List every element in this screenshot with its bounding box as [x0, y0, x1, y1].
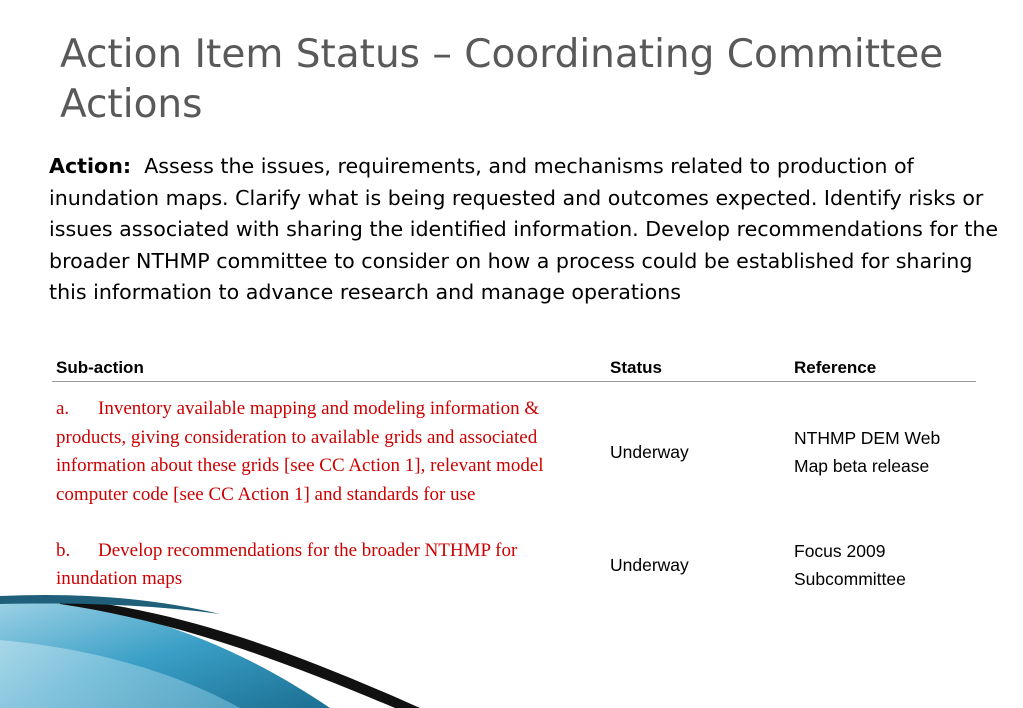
- reference-cell: NTHMP DEM Web Map beta release: [794, 428, 941, 476]
- header-status: Status: [606, 353, 790, 382]
- reference-cell: Focus 2009 Subcommittee: [794, 541, 906, 589]
- table-row: [52, 522, 976, 608]
- subaction-text: Develop recommendations for the broader NTHMP for inundation maps: [56, 539, 518, 589]
- subaction-cell: [52, 382, 606, 523]
- action-description: [49, 151, 999, 309]
- header-subaction: Sub-action: [52, 353, 606, 382]
- status-cell: Underway: [610, 442, 689, 462]
- action-label: Action:: [49, 154, 132, 178]
- subaction-label: a.: [56, 398, 70, 419]
- subaction-label: b.: [56, 539, 71, 561]
- subaction-text: Inventory available mapping and modeling information & products, giving consideration to available grids and associated information about these grids [see CC Action 1], relevant model computer code [see CC Action 1] and standards for use: [56, 398, 544, 505]
- action-text: Assess the issues, requirements, and mechanisms related to production of inundation maps. Clarify what is being requested and outcomes expected. Identify risks or issues associated with sharing the identified information. Develop recommendations for the broader NTHMP committee to consider on how a process could be established for sharing this information to advance research and manage operations: [49, 154, 999, 304]
- header-reference: Reference: [790, 353, 976, 382]
- subaction-table: [52, 353, 976, 608]
- subaction-cell: [52, 522, 606, 608]
- table-header-row: [52, 353, 976, 382]
- page-title: Action Item Status – Coordinating Committee Actions: [60, 32, 944, 127]
- status-cell: Underway: [610, 555, 689, 575]
- table-row: [52, 382, 976, 523]
